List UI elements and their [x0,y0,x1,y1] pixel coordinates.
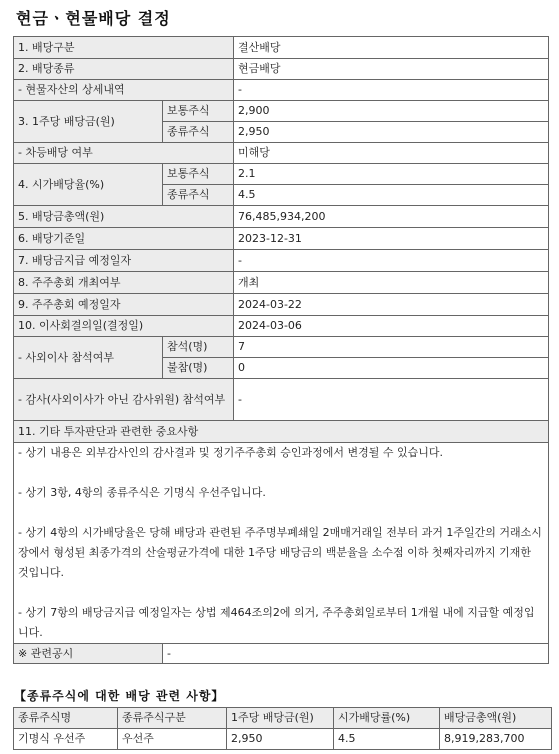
note-paragraph: - 상기 7항의 배당금지급 예정일자는 상법 제464조의2에 의거, 주주총회일로부터 1개월 내에 지급할 예정입니다. [18,606,535,639]
row-value: - [234,80,549,101]
row-label: 2. 배당종류 [14,59,234,80]
row-label: 1. 배당구분 [14,37,234,59]
row-label: - 차등배당 여부 [14,143,234,164]
table-row [14,59,549,80]
table-cell: 기명식 우선주 [14,729,118,750]
table-header-row [14,708,552,729]
row-value: - [163,644,549,664]
table-row [14,337,549,358]
column-header: 종류주식구분 [118,708,227,729]
row-label: - 감사(사외이사가 아닌 감사위원) 참석여부 [14,379,234,421]
page-title: 현금ㆍ현물배당 결정 [16,9,171,28]
table-row [14,37,549,59]
row-value: 2024-03-22 [234,294,549,316]
row-label: 10. 이사회결의일(결정일) [14,316,234,337]
class-share-dividend-table [13,707,552,750]
row-value: 2,950 [234,122,549,143]
row-label: 8. 주주총회 개최여부 [14,272,234,294]
table-row [14,316,549,337]
table-row [14,272,549,294]
column-header: 시가배당률(%) [334,708,440,729]
row-value: 2,900 [234,101,549,122]
section-title: 【종류주식에 대한 배당 관련 사항】 [14,689,225,703]
row-label: 6. 배당기준일 [14,228,234,250]
table-row [14,443,549,644]
row-label: 11. 기타 투자판단과 관련한 중요사항 [14,421,549,443]
table-cell: 8,919,283,700 [440,729,552,750]
sub-label: 참석(명) [163,337,234,358]
table-row [14,729,552,750]
table-row [14,421,549,443]
row-label: 5. 배당금총액(원) [14,206,234,228]
table-row [14,250,549,272]
sub-label: 종류주식 [163,185,234,206]
note-paragraph: - 상기 내용은 외부감사인의 감사결과 및 정기주주총회 승인과정에서 변경될 수 있습니다. [18,446,443,459]
table-row [14,206,549,228]
table-row [14,228,549,250]
row-value: 미해당 [234,143,549,164]
row-label: 7. 배당금지급 예정일자 [14,250,234,272]
row-label: 9. 주주총회 예정일자 [14,294,234,316]
row-value: 2023-12-31 [234,228,549,250]
row-value: 2024-03-06 [234,316,549,337]
row-value: 결산배당 [234,37,549,59]
table-row [14,644,549,664]
row-label: ※ 관련공시 [14,644,163,664]
row-label: - 사외이사 참석여부 [14,337,163,379]
table-row [14,294,549,316]
row-value: 7 [234,337,549,358]
table-row [14,164,549,185]
column-header: 배당금총액(원) [440,708,552,729]
sub-label: 불참(명) [163,358,234,379]
table-cell: 우선주 [118,729,227,750]
table-cell: 4.5 [334,729,440,750]
notes-cell [14,443,549,644]
row-value: 4.5 [234,185,549,206]
column-header: 종류주식명 [14,708,118,729]
table-cell: 2,950 [227,729,334,750]
row-value: - [234,250,549,272]
row-label: 3. 1주당 배당금(원) [14,101,163,143]
table-row [14,80,549,101]
dividend-decision-table [13,36,549,664]
row-label: - 현물자산의 상세내역 [14,80,234,101]
table-row [14,143,549,164]
row-value: 0 [234,358,549,379]
column-header: 1주당 배당금(원) [227,708,334,729]
row-value: 2.1 [234,164,549,185]
row-value: 현금배당 [234,59,549,80]
row-value: - [234,379,549,421]
sub-label: 보통주식 [163,164,234,185]
note-paragraph: - 상기 3항, 4항의 종류주식은 기명식 우선주입니다. [18,486,266,499]
sub-label: 종류주식 [163,122,234,143]
row-value: 개최 [234,272,549,294]
note-paragraph: - 상기 4항의 시가배당율은 당해 배당과 관련된 주주명부폐쇄일 2매매거래일 전부터 과거 1주일간의 거래소시장에서 형성된 최종가격의 산술평균가격에 대한 1주당 배당금의 백분율을 소수점 이하 첫째자리까지 기재한 것입니다. [18,526,542,579]
row-value: 76,485,934,200 [234,206,549,228]
table-row [14,101,549,122]
sub-label: 보통주식 [163,101,234,122]
row-label: 4. 시가배당율(%) [14,164,163,206]
table-row [14,379,549,421]
